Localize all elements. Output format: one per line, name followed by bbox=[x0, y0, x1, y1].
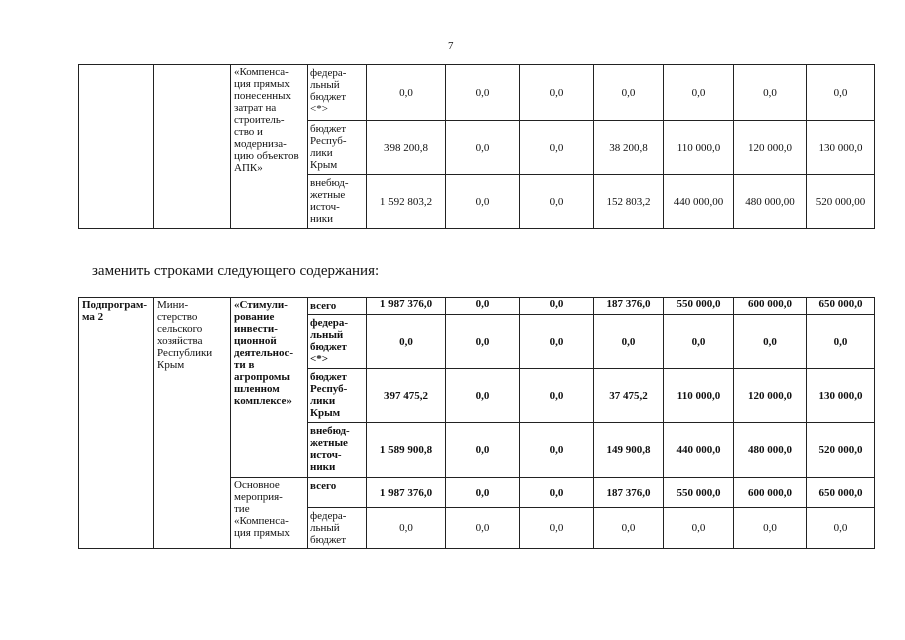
value-cell: 0,0 bbox=[520, 369, 594, 423]
value-cell: 600 000,0 bbox=[734, 298, 807, 315]
value-cell: 0,0 bbox=[520, 121, 594, 175]
value-cell: 398 200,8 bbox=[367, 121, 446, 175]
event-name: «Компенса- ция прямых понесенных затрат на строитель- ство и модерниза- цию объектов АПК» bbox=[231, 65, 308, 229]
value-cell: 0,0 bbox=[807, 65, 875, 121]
page-number: 7 bbox=[448, 40, 454, 52]
value-cell: 0,0 bbox=[594, 65, 664, 121]
funding-source: федера- льный бюджет bbox=[308, 508, 367, 549]
empty-executor-cell bbox=[154, 65, 231, 229]
value-cell: 0,0 bbox=[734, 508, 807, 549]
value-cell: 0,0 bbox=[664, 315, 734, 369]
value-cell: 1 987 376,0 bbox=[367, 478, 446, 508]
value-cell: 0,0 bbox=[520, 423, 594, 478]
value-cell: 480 000,0 bbox=[734, 423, 807, 478]
value-cell: 120 000,0 bbox=[734, 121, 807, 175]
value-cell: 0,0 bbox=[446, 175, 520, 229]
value-cell: 0,0 bbox=[734, 65, 807, 121]
value-cell: 0,0 bbox=[520, 508, 594, 549]
value-cell: 1 589 900,8 bbox=[367, 423, 446, 478]
value-cell: 0,0 bbox=[367, 315, 446, 369]
value-cell: 130 000,0 bbox=[807, 121, 875, 175]
value-cell: 0,0 bbox=[446, 423, 520, 478]
value-cell: 110 000,0 bbox=[664, 369, 734, 423]
value-cell: 0,0 bbox=[807, 315, 875, 369]
value-cell: 0,0 bbox=[520, 478, 594, 508]
empty-program-cell bbox=[79, 65, 154, 229]
value-cell: 550 000,0 bbox=[664, 298, 734, 315]
value-cell: 110 000,0 bbox=[664, 121, 734, 175]
value-cell: 480 000,00 bbox=[734, 175, 807, 229]
value-cell: 0,0 bbox=[594, 315, 664, 369]
value-cell: 0,0 bbox=[446, 369, 520, 423]
value-cell: 0,0 bbox=[446, 478, 520, 508]
value-cell: 650 000,0 bbox=[807, 298, 875, 315]
value-cell: 650 000,0 bbox=[807, 478, 875, 508]
funding-source: федера- льный бюджет <*> bbox=[308, 315, 367, 369]
value-cell: 0,0 bbox=[520, 175, 594, 229]
value-cell: 520 000,0 bbox=[807, 423, 875, 478]
main-event-name: Основное мероприя- тие «Компенса- ция прямых bbox=[231, 478, 308, 549]
value-cell: 0,0 bbox=[520, 298, 594, 315]
executor-name: Мини- стерство сельского хозяйства Республики Крым bbox=[154, 298, 231, 549]
funding-source: бюджет Респуб- лики Крым bbox=[308, 121, 367, 175]
value-cell: 187 376,0 bbox=[594, 478, 664, 508]
value-cell: 0,0 bbox=[520, 315, 594, 369]
funding-source: федера- льный бюджет <*> bbox=[308, 65, 367, 121]
value-cell: 0,0 bbox=[520, 65, 594, 121]
value-cell: 149 900,8 bbox=[594, 423, 664, 478]
value-cell: 1 987 376,0 bbox=[367, 298, 446, 315]
value-cell: 0,0 bbox=[664, 65, 734, 121]
value-cell: 0,0 bbox=[446, 121, 520, 175]
value-cell: 0,0 bbox=[367, 65, 446, 121]
value-cell: 440 000,00 bbox=[664, 175, 734, 229]
replace-instruction: заменить строками следующего содержания: bbox=[92, 263, 380, 279]
value-cell: 0,0 bbox=[446, 298, 520, 315]
subprogram-name: Подпрограм- ма 2 bbox=[79, 298, 154, 549]
funding-source: всего bbox=[308, 298, 367, 315]
value-cell: 130 000,0 bbox=[807, 369, 875, 423]
value-cell: 520 000,00 bbox=[807, 175, 875, 229]
value-cell: 0,0 bbox=[664, 508, 734, 549]
value-cell: 0,0 bbox=[446, 65, 520, 121]
value-cell: 38 200,8 bbox=[594, 121, 664, 175]
value-cell: 0,0 bbox=[807, 508, 875, 549]
value-cell: 0,0 bbox=[594, 508, 664, 549]
event-name: «Стимули- рование инвести- ционной деятельнос- ти в агропромы шленном комплексе» bbox=[231, 298, 308, 478]
value-cell: 37 475,2 bbox=[594, 369, 664, 423]
value-cell: 0,0 bbox=[734, 315, 807, 369]
value-cell: 550 000,0 bbox=[664, 478, 734, 508]
funding-source: внебюд- жетные источ- ники bbox=[308, 423, 367, 478]
value-cell: 0,0 bbox=[446, 315, 520, 369]
value-cell: 440 000,0 bbox=[664, 423, 734, 478]
old-rows-table bbox=[78, 64, 875, 229]
value-cell: 0,0 bbox=[446, 508, 520, 549]
value-cell: 1 592 803,2 bbox=[367, 175, 446, 229]
funding-source: внебюд- жетные источ- ники bbox=[308, 175, 367, 229]
value-cell: 120 000,0 bbox=[734, 369, 807, 423]
funding-source: бюджет Респуб- лики Крым bbox=[308, 369, 367, 423]
new-rows-table bbox=[78, 297, 875, 549]
value-cell: 397 475,2 bbox=[367, 369, 446, 423]
value-cell: 187 376,0 bbox=[594, 298, 664, 315]
value-cell: 152 803,2 bbox=[594, 175, 664, 229]
funding-source: всего bbox=[308, 478, 367, 508]
value-cell: 0,0 bbox=[367, 508, 446, 549]
value-cell: 600 000,0 bbox=[734, 478, 807, 508]
